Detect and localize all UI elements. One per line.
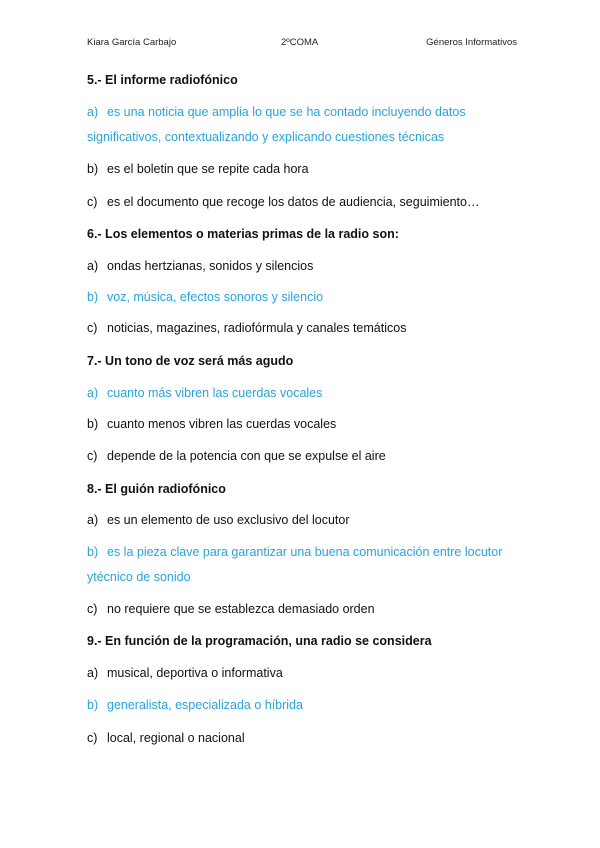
option-letter: c) — [87, 321, 98, 335]
option-text: ondas hertzianas, sonidos y silencios — [107, 259, 314, 273]
option-text: depende de la potencia con que se expulse el aire — [107, 449, 386, 463]
question-5-option-a-continued: significativos, contextualizando y explicando cuestiones técnicas — [87, 130, 445, 144]
option-letter: b) — [87, 290, 99, 304]
option-letter: b) — [87, 545, 99, 559]
question-6-option-a — [87, 258, 313, 274]
option-letter: c) — [87, 195, 98, 209]
option-text: cuanto más vibren las cuerdas vocales — [107, 386, 323, 400]
option-letter: a) — [87, 386, 99, 400]
option-text: generalista, especializada o híbrida — [107, 698, 303, 712]
option-text: es la pieza clave para garantizar una buena comunicación entre locutor — [107, 545, 503, 559]
question-8-option-b-continued: ytécnico de sonido — [87, 570, 191, 584]
question-5-title: 5.- El informe radiofónico — [87, 73, 238, 87]
question-7-option-a — [87, 385, 322, 401]
question-5-option-a — [87, 104, 466, 120]
header-subject: Géneros Informativos — [426, 37, 517, 48]
header-course: 2ºCOMA — [281, 37, 319, 48]
option-letter: a) — [87, 105, 99, 119]
question-7-title: 7.- Un tono de voz será más agudo — [87, 354, 294, 368]
option-text: no requiere que se establezca demasiado orden — [107, 602, 375, 616]
question-9-option-a — [87, 665, 283, 681]
question-6-option-c — [87, 320, 406, 336]
question-7-option-b — [87, 416, 336, 432]
question-8-option-a — [87, 512, 350, 528]
option-text: cuanto menos vibren las cuerdas vocales — [107, 417, 337, 431]
option-text: musical, deportiva o informativa — [107, 666, 283, 680]
option-text: es una noticia que amplia lo que se ha contado incluyendo datos — [107, 105, 466, 119]
header-author: Kiara García Carbajo — [87, 37, 177, 48]
option-letter: a) — [87, 513, 99, 527]
option-text: noticias, magazines, radiofórmula y canales temáticos — [107, 321, 407, 335]
question-9-option-b — [87, 697, 303, 713]
option-text: es un elemento de uso exclusivo del locutor — [107, 513, 350, 527]
option-text: local, regional o nacional — [107, 731, 245, 745]
page-header — [87, 37, 517, 51]
option-letter: a) — [87, 666, 99, 680]
question-7-option-c — [87, 448, 386, 464]
option-letter: c) — [87, 449, 98, 463]
question-5-option-b — [87, 161, 309, 177]
option-text: voz, música, efectos sonoros y silencio — [107, 290, 324, 304]
question-6-option-b — [87, 289, 323, 305]
question-8-option-b — [87, 544, 502, 560]
option-text: es el boletin que se repite cada hora — [107, 162, 309, 176]
option-letter: b) — [87, 162, 99, 176]
option-letter: b) — [87, 417, 99, 431]
question-5-option-c — [87, 194, 479, 210]
question-8-option-c — [87, 601, 375, 617]
question-6-title: 6.- Los elementos o materias primas de la radio son: — [87, 227, 399, 241]
option-letter: b) — [87, 698, 99, 712]
question-8-title: 8.- El guión radiofónico — [87, 482, 226, 496]
option-letter: c) — [87, 602, 98, 616]
option-letter: a) — [87, 259, 99, 273]
question-9-title: 9.- En función de la programación, una radio se considera — [87, 634, 432, 648]
option-text: es el documento que recoge los datos de audiencia, seguimiento… — [107, 195, 480, 209]
question-9-option-c — [87, 730, 245, 746]
option-letter: c) — [87, 731, 98, 745]
